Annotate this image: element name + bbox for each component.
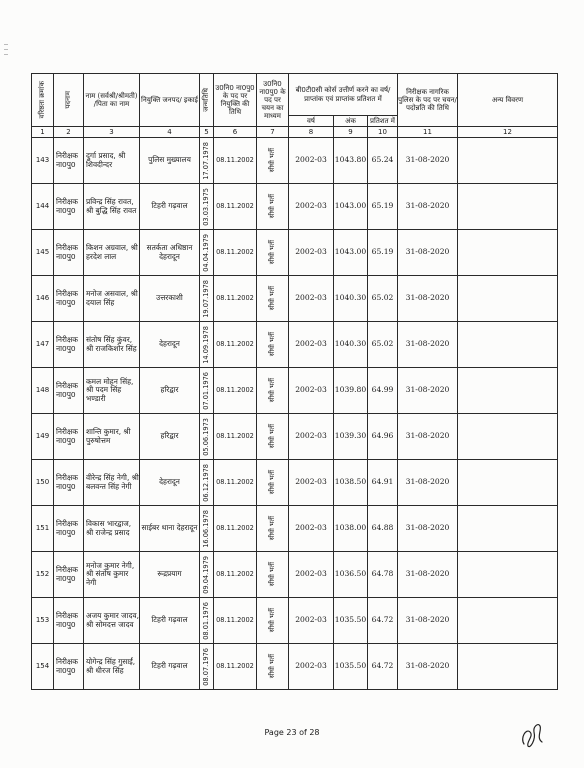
cell-unit: टिहरी गढ़वाल [140, 644, 200, 690]
cell-selection-mode: सीधी भर्ती [257, 644, 289, 690]
cell-other [458, 276, 558, 322]
cell-designation: निरीक्षक ना0पु0 [54, 598, 84, 644]
cell-appointment-date: 08.11.2002 [214, 644, 257, 690]
cell-dob: 06.12.1978 [200, 460, 214, 506]
cell-year: 2002-03 [289, 368, 334, 414]
col-number: 9 [334, 127, 368, 138]
cell-year: 2002-03 [289, 276, 334, 322]
cell-dob: 17.07.1978 [200, 138, 214, 184]
cell-marks: 1035.50 [334, 598, 368, 644]
column-number-row [32, 127, 558, 138]
cell-other [458, 460, 558, 506]
cell-other [458, 506, 558, 552]
cell-unit: उत्तरकाशी [140, 276, 200, 322]
cell-name: मनोज असवाल, श्री दयाल सिंह [84, 276, 140, 322]
cell-unit: देहरादून [140, 322, 200, 368]
cell-dob: 04.04.1979 [200, 230, 214, 276]
col-number: 1 [32, 127, 54, 138]
cell-unit: साईबर थाना देहरादून [140, 506, 200, 552]
cell-name: संतोष सिंह कुंवर, श्री राजकिशोर सिंह [84, 322, 140, 368]
cell-unit: देहरादून [140, 460, 200, 506]
cell-marks: 1035.50 [334, 644, 368, 690]
table-row [32, 368, 558, 414]
cell-year: 2002-03 [289, 230, 334, 276]
cell-name: कमल मोहन सिंह, श्री पदम सिंह भण्डारी [84, 368, 140, 414]
header-dob: जन्मतिथि [200, 74, 214, 127]
cell-appointment-date: 08.11.2002 [214, 230, 257, 276]
cell-dob: 09.04.1979 [200, 552, 214, 598]
cell-promotion-date: 31-08-2020 [398, 276, 458, 322]
cell-other [458, 230, 558, 276]
header-btc-group: बी0टी0सी कोर्स उत्तीर्ण करने का वर्ष/प्राप्तांक एवं प्राप्तांक प्रतिशत में [289, 74, 398, 116]
cell-marks: 1043.00 [334, 184, 368, 230]
cell-dob: 05.06.1973 [200, 414, 214, 460]
cell-percent: 65.02 [368, 276, 398, 322]
cell-percent: 65.24 [368, 138, 398, 184]
cell-name: किशन अग्रवाल, श्री हरदेश लाल [84, 230, 140, 276]
cell-percent: 65.19 [368, 184, 398, 230]
cell-serial: 151 [32, 506, 54, 552]
cell-dob: 08.01.1976 [200, 598, 214, 644]
cell-name: योगेन्द्र सिंह गुसाईं, श्री धीरज सिंह [84, 644, 140, 690]
cell-appointment-date: 08.11.2002 [214, 414, 257, 460]
cell-appointment-date: 08.11.2002 [214, 552, 257, 598]
seniority-table [31, 73, 558, 690]
cell-promotion-date: 31-08-2020 [398, 598, 458, 644]
cell-designation: निरीक्षक ना0पु0 [54, 460, 84, 506]
cell-percent: 64.91 [368, 460, 398, 506]
cell-serial: 147 [32, 322, 54, 368]
cell-promotion-date: 31-08-2020 [398, 322, 458, 368]
col-number: 11 [398, 127, 458, 138]
cell-name: मनोज कुमार नेगी, श्री संतोष कुमार नेगी [84, 552, 140, 598]
cell-promotion-date: 31-08-2020 [398, 368, 458, 414]
cell-year: 2002-03 [289, 552, 334, 598]
cell-selection-mode: सीधी भर्ती [257, 552, 289, 598]
cell-promotion-date: 31-08-2020 [398, 414, 458, 460]
table-row [32, 644, 558, 690]
cell-promotion-date: 31-08-2020 [398, 644, 458, 690]
header-seniority-no: वरिष्ठता क्रमांक [32, 74, 54, 127]
header-appointment-date: उ0नि0 ना0पु0 के पद पर नियुक्ति की तिथि [214, 74, 257, 127]
cell-name: दुर्गा प्रसाद, श्री शिवदीन्दर [84, 138, 140, 184]
cell-unit: टिहरी गढ़वाल [140, 184, 200, 230]
header-designation: पदनाम [54, 74, 84, 127]
cell-appointment-date: 08.11.2002 [214, 598, 257, 644]
cell-marks: 1038.50 [334, 460, 368, 506]
cell-dob: 03.03.1975 [200, 184, 214, 230]
cell-other [458, 598, 558, 644]
cell-percent: 65.19 [368, 230, 398, 276]
cell-promotion-date: 31-08-2020 [398, 184, 458, 230]
cell-serial: 152 [32, 552, 54, 598]
cell-percent: 64.88 [368, 506, 398, 552]
cell-serial: 154 [32, 644, 54, 690]
table-row [32, 506, 558, 552]
cell-other [458, 322, 558, 368]
cell-percent: 64.78 [368, 552, 398, 598]
table-row [32, 598, 558, 644]
cell-year: 2002-03 [289, 138, 334, 184]
cell-promotion-date: 31-08-2020 [398, 552, 458, 598]
cell-unit: रूद्रप्रयाग [140, 552, 200, 598]
cell-selection-mode: सीधी भर्ती [257, 184, 289, 230]
cell-appointment-date: 08.11.2002 [214, 138, 257, 184]
cell-dob: 08.07.1976 [200, 644, 214, 690]
table-row [32, 552, 558, 598]
table-row [32, 460, 558, 506]
cell-marks: 1043.00 [334, 230, 368, 276]
cell-other [458, 368, 558, 414]
cell-promotion-date: 31-08-2020 [398, 506, 458, 552]
cell-unit: टिहरी गढ़वाल [140, 598, 200, 644]
cell-unit: पुलिस मुख्यालय [140, 138, 200, 184]
col-number: 5 [200, 127, 214, 138]
cell-dob: 16.06.1978 [200, 506, 214, 552]
cell-year: 2002-03 [289, 598, 334, 644]
cell-selection-mode: सीधी भर्ती [257, 460, 289, 506]
cell-marks: 1039.80 [334, 368, 368, 414]
cell-designation: निरीक्षक ना0पु0 [54, 230, 84, 276]
cell-marks: 1036.50 [334, 552, 368, 598]
page-number: Page 23 of 28 [264, 728, 320, 737]
margin-marks [4, 40, 14, 60]
cell-percent: 64.72 [368, 644, 398, 690]
cell-year: 2002-03 [289, 322, 334, 368]
cell-other [458, 414, 558, 460]
cell-year: 2002-03 [289, 506, 334, 552]
cell-designation: निरीक्षक ना0पु0 [54, 138, 84, 184]
cell-other [458, 138, 558, 184]
cell-promotion-date: 31-08-2020 [398, 138, 458, 184]
table-row [32, 138, 558, 184]
cell-marks: 1040.30 [334, 322, 368, 368]
cell-selection-mode: सीधी भर्ती [257, 598, 289, 644]
header-percent: प्रतिशत में [368, 116, 398, 127]
cell-selection-mode: सीधी भर्ती [257, 322, 289, 368]
cell-percent: 64.96 [368, 414, 398, 460]
cell-name: विकास भारद्वाज, श्री राजेन्द्र प्रसाद [84, 506, 140, 552]
table-row [32, 230, 558, 276]
col-number: 4 [140, 127, 200, 138]
cell-unit: हरिद्वार [140, 368, 200, 414]
cell-percent: 64.72 [368, 598, 398, 644]
cell-percent: 64.99 [368, 368, 398, 414]
col-number: 2 [54, 127, 84, 138]
cell-marks: 1038.00 [334, 506, 368, 552]
cell-unit: सतर्कता अधिष्ठान देहरादून [140, 230, 200, 276]
cell-appointment-date: 08.11.2002 [214, 506, 257, 552]
table-row [32, 184, 558, 230]
cell-designation: निरीक्षक ना0पु0 [54, 184, 84, 230]
cell-appointment-date: 08.11.2002 [214, 460, 257, 506]
cell-selection-mode: सीधी भर्ती [257, 414, 289, 460]
cell-designation: निरीक्षक ना0पु0 [54, 552, 84, 598]
col-number: 8 [289, 127, 334, 138]
col-number: 7 [257, 127, 289, 138]
cell-name: प्रविन्द्र सिंह रावत, श्री बुद्धि सिंह रावत [84, 184, 140, 230]
cell-name: अजय कुमार जादव, श्री सोमदत्त जादव [84, 598, 140, 644]
header-promotion-date: निरीक्षक नागरिक पुलिस के पद पर चयन/पदोन्नति की तिथि [398, 74, 458, 127]
header-selection-mode: उ0नि0 ना0पु0 के पद पर चयन का माध्यम [257, 74, 289, 127]
cell-serial: 148 [32, 368, 54, 414]
cell-other [458, 184, 558, 230]
cell-serial: 150 [32, 460, 54, 506]
cell-other [458, 552, 558, 598]
cell-promotion-date: 31-08-2020 [398, 230, 458, 276]
cell-unit: हरिद्वार [140, 414, 200, 460]
table-row [32, 414, 558, 460]
cell-selection-mode: सीधी भर्ती [257, 276, 289, 322]
header-name: नाम (सर्वश्री/श्रीमती) /पिता का नाम [84, 74, 140, 127]
cell-year: 2002-03 [289, 184, 334, 230]
cell-year: 2002-03 [289, 414, 334, 460]
cell-serial: 153 [32, 598, 54, 644]
signature-scribble [516, 718, 546, 750]
cell-serial: 144 [32, 184, 54, 230]
cell-marks: 1040.30 [334, 276, 368, 322]
cell-designation: निरीक्षक ना0पु0 [54, 276, 84, 322]
cell-serial: 145 [32, 230, 54, 276]
cell-serial: 149 [32, 414, 54, 460]
cell-promotion-date: 31-08-2020 [398, 460, 458, 506]
cell-dob: 19.07.1978 [200, 276, 214, 322]
cell-dob: 14.09.1978 [200, 322, 214, 368]
cell-designation: निरीक्षक ना0पु0 [54, 506, 84, 552]
cell-name: वीरेन्द्र सिंह नेगी, श्री बलवन्त सिंह नेगी [84, 460, 140, 506]
cell-selection-mode: सीधी भर्ती [257, 230, 289, 276]
header-unit: नियुक्ति जनपद/ इकाई [140, 74, 200, 127]
table-row [32, 276, 558, 322]
cell-designation: निरीक्षक ना0पु0 [54, 414, 84, 460]
cell-designation: निरीक्षक ना0पु0 [54, 322, 84, 368]
cell-dob: 07.01.1976 [200, 368, 214, 414]
cell-marks: 1043.80 [334, 138, 368, 184]
header-year: वर्ष [289, 116, 334, 127]
cell-year: 2002-03 [289, 460, 334, 506]
cell-designation: निरीक्षक ना0पु0 [54, 368, 84, 414]
header-other-details: अन्य विवरण [458, 74, 558, 127]
cell-selection-mode: सीधी भर्ती [257, 368, 289, 414]
cell-name: शान्ति कुमार, श्री पुरुषोत्तम [84, 414, 140, 460]
cell-selection-mode: सीधी भर्ती [257, 138, 289, 184]
cell-percent: 65.02 [368, 322, 398, 368]
table-row [32, 322, 558, 368]
col-number: 12 [458, 127, 558, 138]
cell-appointment-date: 08.11.2002 [214, 276, 257, 322]
cell-serial: 143 [32, 138, 54, 184]
cell-designation: निरीक्षक ना0पु0 [54, 644, 84, 690]
cell-year: 2002-03 [289, 644, 334, 690]
cell-selection-mode: सीधी भर्ती [257, 506, 289, 552]
cell-appointment-date: 08.11.2002 [214, 184, 257, 230]
cell-appointment-date: 08.11.2002 [214, 368, 257, 414]
cell-other [458, 644, 558, 690]
col-number: 3 [84, 127, 140, 138]
col-number: 6 [214, 127, 257, 138]
cell-serial: 146 [32, 276, 54, 322]
header-marks: अंक [334, 116, 368, 127]
cell-marks: 1039.30 [334, 414, 368, 460]
col-number: 10 [368, 127, 398, 138]
cell-appointment-date: 08.11.2002 [214, 322, 257, 368]
